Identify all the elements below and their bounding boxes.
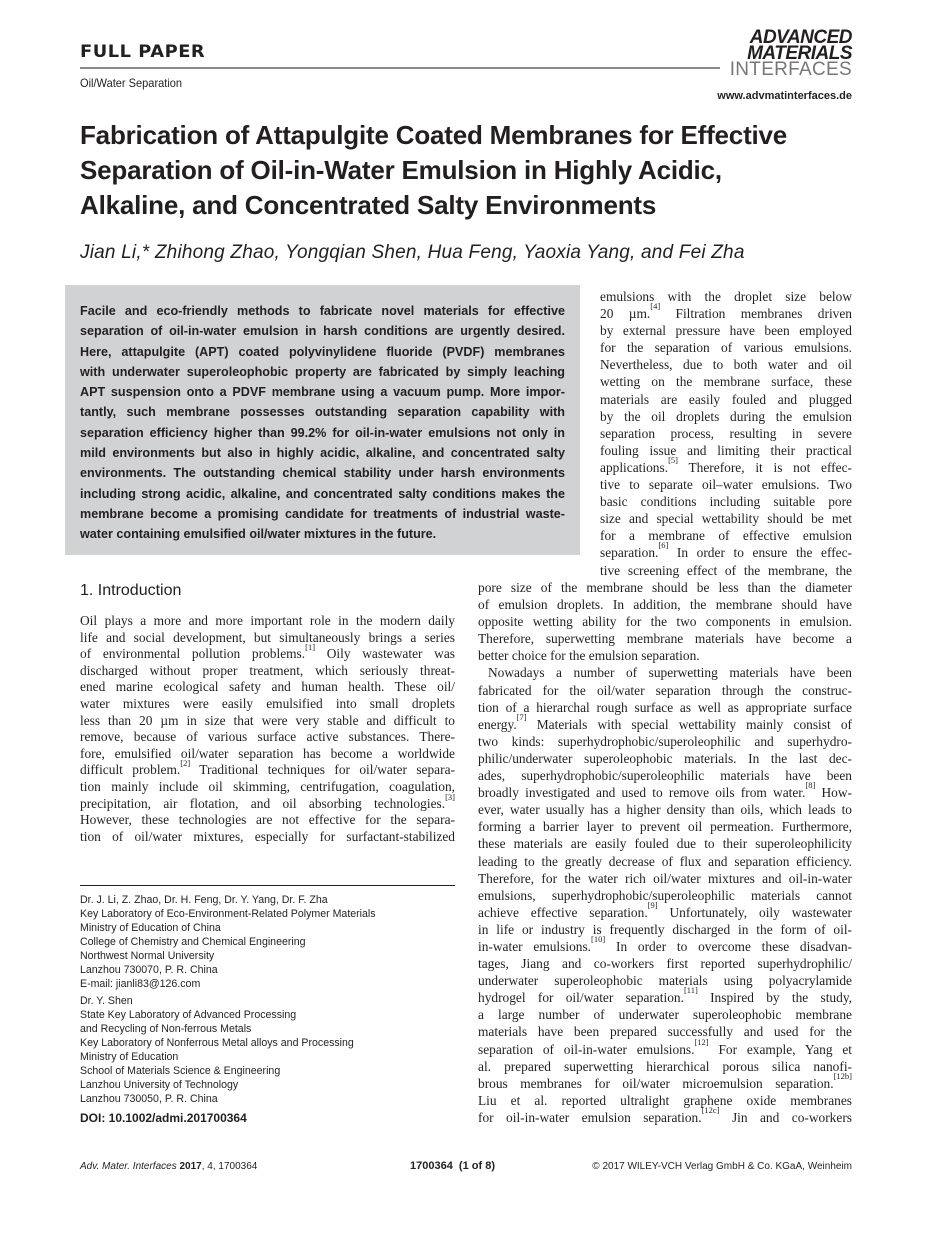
text-line: forming a barrier layer to prevent oil permeation. Furthermore, — [478, 819, 852, 835]
text-line: hydrogel for oil/water separation.[11] Inspired by the study, — [478, 985, 852, 1006]
text-line: tantly, such membrane possesses outstanding separation capability with — [80, 405, 565, 420]
text-line: separation process, resulting in severe — [600, 425, 852, 441]
title-line: Alkaline, and Concentrated Salty Environments — [80, 190, 657, 220]
reference-link[interactable]: [2] — [180, 758, 191, 769]
text-line: philic/underwater superoleophobic materials. In the last dec- — [478, 750, 852, 766]
affiliation-line: and Recycling of Non-ferrous Metals — [80, 1023, 252, 1035]
text-line: mild environments but also in highly acidic, alkaline, and concentrated salty — [80, 446, 565, 461]
text-line: achieve effective separation.[9] Unfortunately, oily wastewater — [478, 899, 852, 920]
reference-link[interactable]: [7] — [516, 711, 527, 722]
text-line: separation of oil-in-water emulsions.[12] For example, Yang et — [478, 1036, 852, 1057]
article-type-label: FULL PAPER — [80, 42, 206, 62]
copyright: © 2017 WILEY-VCH Verlag GmbH & Co. KGaA, Weinheim — [592, 1161, 852, 1172]
text-line: separation of oil-in-water emulsion in harsh conditions are urgently desired. — [80, 324, 565, 339]
text-line: materials have been prepared successfully and used for the — [478, 1024, 852, 1040]
text-line: tion of a hierarchal rough surface as well as appropriate surface — [478, 699, 852, 715]
text-line: 20 µm.[4] Filtration membranes driven — [600, 301, 852, 322]
logo-line-2: MATERIALS — [747, 43, 852, 64]
reference-link[interactable]: [6] — [658, 540, 669, 551]
text-line: Therefore, for the water rich oil/water mixtures and oil-in-water — [478, 870, 852, 886]
affiliation-line: Ministry of Education of China — [80, 922, 221, 934]
text-line: However, these technologies are not effective for the separa- — [80, 812, 455, 828]
text-line: precipitation, air flotation, and oil absorbing technologies.[3] — [80, 791, 455, 811]
reference-link[interactable]: [9] — [647, 899, 658, 910]
reference-link[interactable]: [3] — [445, 791, 455, 802]
text-line: difficult problem.[2] Traditional techniques for oil/water separa- — [80, 758, 455, 778]
affiliation-line: Lanzhou 730050, P. R. China — [80, 1093, 218, 1105]
text-line: tion of oil/water mixtures, especially for surfactant-stabilized — [80, 828, 455, 844]
journal-logo — [729, 27, 852, 80]
right-column-bottom — [478, 579, 852, 1126]
text-line: tion mainly include oil skimming, centrifugation, coagulation, — [80, 778, 455, 794]
text-line: ades, superhydrophobic/superoleophilic materials have been — [478, 768, 852, 784]
affiliation-line: Lanzhou 730070, P. R. China — [80, 964, 218, 976]
text-line: materials are easily fouled and plugged — [600, 391, 852, 407]
reference-link[interactable]: [8] — [805, 780, 816, 791]
journal-name: Adv. Mater. Interfaces — [80, 1161, 177, 1172]
text-line: emulsions, superhydrophobic/superoleophilic materials cannot — [478, 887, 852, 903]
text-line: brous membranes for oil/water microemulsion separation.[12b] — [478, 1070, 852, 1091]
footnote-divider — [80, 885, 455, 886]
doi[interactable]: DOI: 10.1002/admi.201700364 — [80, 1111, 247, 1125]
text-line: by the oil droplets during the emulsion — [600, 408, 852, 424]
logo-line-1: ADVANCED — [749, 27, 852, 48]
citation-footer — [80, 1161, 257, 1172]
affiliation-line: Dr. Y. Shen — [80, 995, 133, 1007]
reference-link[interactable]: [12b] — [833, 1070, 852, 1081]
text-line: energy.[7] Materials with special wettability mainly consist of — [478, 711, 852, 732]
text-line: leading to the greatly decrease of flux and separation efficiency. — [478, 853, 852, 869]
text-line: al. prepared superwetting hierarchical porous silica nanofi- — [478, 1058, 852, 1074]
reference-link[interactable]: [1] — [305, 642, 316, 653]
text-line: these materials are easily fouled due to their superoleophilicity — [478, 836, 852, 852]
text-line: Oil plays a more and more important role in the modern daily — [80, 613, 455, 628]
text-line: fore, emulsified oil/water separation has become a worldwide — [80, 745, 455, 761]
reference-link[interactable]: [5] — [668, 454, 678, 465]
text-line: ened marine ecological safety and human health. These oil/ — [80, 679, 455, 695]
affiliation-line: State Key Laboratory of Advanced Processing — [80, 1009, 297, 1021]
text-line: separation.[6] In order to ensure the effec- — [600, 540, 852, 561]
text-line: separation efficiency higher than 99.2% for oil-in-water emulsions not only in — [80, 425, 565, 440]
text-line: APT suspension onto a PDVF membrane using a vacuum pump. More impor- — [80, 385, 565, 400]
affiliation-line: E-mail: jianli83@126.com — [80, 978, 201, 990]
reference-link[interactable]: [10] — [591, 933, 606, 944]
text-line: basic conditions including suitable pore — [600, 494, 852, 510]
affiliation-line: College of Chemistry and Chemical Engineering — [80, 936, 306, 948]
reference-link[interactable]: [11] — [683, 985, 698, 996]
year: 2017 — [179, 1161, 202, 1172]
text-line: life and social development, but simultaneously brings a series — [80, 629, 455, 645]
text-line: broadly investigated and used to remove oils from water.[8] How- — [478, 780, 853, 801]
affiliation-line: Northwest Normal University — [80, 950, 215, 962]
text-line: tive to separate oil–water emulsions. Two — [600, 477, 852, 493]
text-line: including strong acidic, alkaline, and concentrated salty conditions makes the — [80, 486, 565, 501]
title-line: Fabrication of Attapulgite Coated Membranes for Effective — [80, 120, 788, 150]
section-label: Oil/Water Separation — [80, 76, 183, 90]
text-line: underwater superoleophobic materials using polyacrylamide — [478, 973, 852, 989]
author-list: Jian Li,* Zhihong Zhao, Yongqian Shen, Hua Feng, Yaoxia Yang, and Fei Zha — [80, 242, 745, 263]
text-line: better choice for the emulsion separation. — [478, 648, 700, 664]
text-line: ever, water usually has a higher density than oils, which leads to — [478, 802, 852, 818]
left-column — [80, 613, 455, 845]
reference-link[interactable]: [4] — [650, 301, 661, 312]
affiliation-line: School of Materials Science & Engineering — [80, 1065, 281, 1077]
text-line: two kinds: superhydrophobic/superoleophilic and superhydro- — [478, 733, 852, 749]
abstract-box — [65, 285, 580, 555]
text-line: Nowadays a number of superwetting materials have been — [488, 665, 852, 681]
text-line: less than 20 µm in size that were very stable and difficult to — [80, 712, 455, 728]
paper-title — [80, 118, 860, 223]
text-line: applications.[5] Therefore, it is not effec- — [600, 454, 852, 475]
text-line: Therefore, superwetting membrane materials have become a — [478, 631, 852, 647]
text-line: water mixtures were easily emulsified into small droplets — [80, 695, 455, 711]
affiliation-line: Key Laboratory of Eco-Environment-Related Polymer Materials — [80, 908, 376, 920]
text-line: for the separation of various emulsions. — [600, 340, 852, 356]
text-line: water containing emulsified oil/water mixtures in the future. — [80, 527, 437, 542]
text-line: of emulsion droplets. In addition, the membrane should have — [478, 597, 852, 613]
text-line: fabricated for the oil/water separation through the construc- — [478, 682, 852, 698]
text-line: Liu et al. reported ultralight graphene oxide membranes — [478, 1092, 852, 1108]
text-line: for a membrane of effective emulsion — [600, 528, 852, 544]
text-line: Facile and eco-friendly methods to fabricate novel materials for effective — [80, 304, 565, 318]
right-column-top — [600, 288, 852, 579]
affiliation-line: Ministry of Education — [80, 1051, 179, 1063]
page-number: 1700364 (1 of 8) — [410, 1160, 495, 1172]
text-line: tages, Jiang and co-workers first reported superhydrophilic/ — [478, 956, 852, 972]
text-line: for oil-in-water emulsion separation.[12c] Jin and co-workers — [478, 1104, 852, 1125]
text-line: in-water emulsions.[10] In order to overcome these disadvan- — [478, 933, 852, 954]
affiliation-line: Lanzhou University of Technology — [80, 1079, 239, 1091]
text-line: environments. The outstanding chemical stability under harsh environments — [80, 466, 565, 481]
affiliations — [80, 893, 376, 1106]
affiliation-line: Key Laboratory of Nonferrous Metal alloys and Processing — [80, 1037, 354, 1049]
title-line: Separation of Oil-in-Water Emulsion in Highly Acidic, — [80, 155, 722, 185]
text-line: size and special wettability should be met — [600, 511, 852, 527]
text-line: emulsions with the droplet size below — [600, 289, 852, 304]
text-line: of environmental pollution problems.[1] Oily wastewater was — [80, 642, 455, 662]
text-line: pore size of the membrane should be less than the diameter — [478, 580, 852, 595]
journal-url[interactable]: www.advmatinterfaces.de — [717, 90, 852, 102]
text-line: opposite wetting ability for the two components in emulsion. — [478, 614, 852, 630]
volume: , 4, 1700364 — [201, 1161, 258, 1172]
reference-link[interactable]: [12c] — [701, 1104, 720, 1115]
text-line: with underwater superoleophobic property are fabricated by simply leaching — [80, 364, 565, 379]
text-line: remove, because of various surface active substances. There- — [80, 729, 455, 745]
affiliation-line: Dr. J. Li, Z. Zhao, Dr. H. Feng, Dr. Y. Yang, Dr. F. Zha — [80, 894, 328, 906]
text-line: membrane become a promising candidate for treatments of industrial waste- — [80, 506, 565, 521]
text-line: wetting on the membrane surface, these — [600, 374, 852, 390]
text-line: fouling issue and limiting their practical — [600, 442, 852, 458]
text-line: Here, attapulgite (APT) coated polyvinylidene fluoride (PVDF) membranes — [80, 344, 565, 359]
logo-line-3: INTERFACES — [729, 59, 852, 80]
header-rule — [80, 67, 720, 69]
text-line: discharged without proper treatment, which seriously threat- — [80, 662, 455, 678]
text-line: in life or industry is frequently discharged in the form of oil- — [478, 921, 852, 937]
section-heading: 1. Introduction — [80, 582, 182, 599]
text-line: Nevertheless, due to both water and oil — [600, 357, 852, 373]
reference-link[interactable]: [12] — [694, 1036, 709, 1047]
text-line: tive screening effect of the membrane, the — [600, 562, 852, 578]
text-line: by external pressure have been employed — [600, 323, 852, 339]
text-line: a large number of underwater superoleophobic membrane — [478, 1007, 852, 1023]
